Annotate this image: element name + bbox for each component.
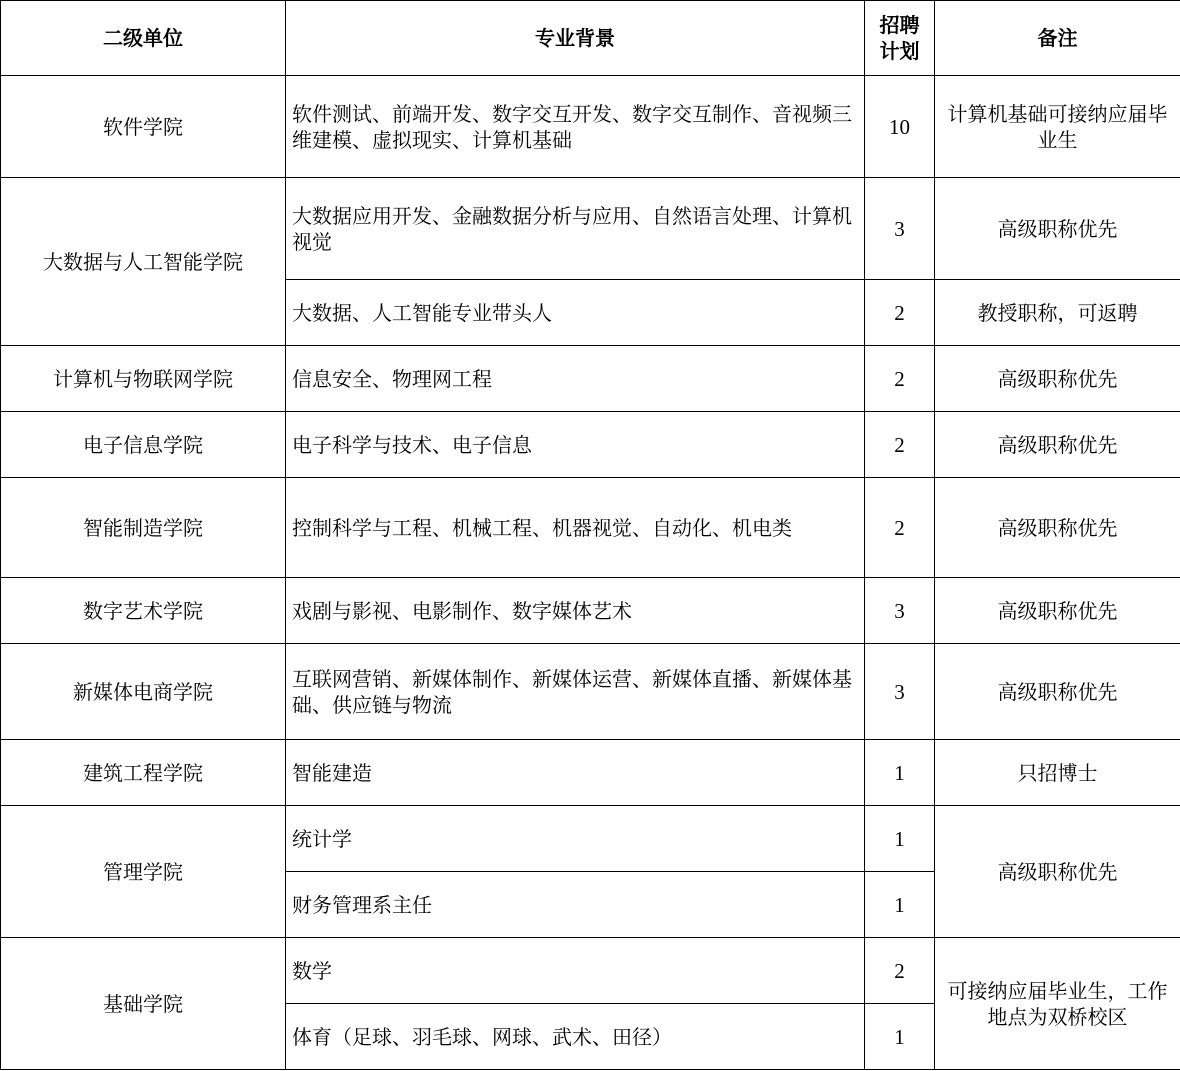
plan-cell: 1 [865,806,935,872]
unit-cell: 管理学院 [1,806,286,938]
header-unit: 二级单位 [1,1,286,76]
table-row [1,644,1180,740]
table-row [1,740,1180,806]
remark-cell: 高级职称优先 [935,412,1180,478]
remark-cell: 只招博士 [935,740,1180,806]
table-row [1,346,1180,412]
remark-cell: 教授职称，可返聘 [935,280,1180,346]
unit-cell: 新媒体电商学院 [1,644,286,740]
table-row [1,178,1180,280]
plan-cell: 10 [865,76,935,178]
unit-cell: 数字艺术学院 [1,578,286,644]
major-cell: 财务管理系主任 [286,872,865,938]
remark-cell: 计算机基础可接纳应届毕业生 [935,76,1180,178]
table-row [1,76,1180,178]
plan-cell: 2 [865,412,935,478]
unit-cell: 建筑工程学院 [1,740,286,806]
unit-cell: 基础学院 [1,938,286,1070]
plan-cell: 2 [865,346,935,412]
major-cell: 智能建造 [286,740,865,806]
remark-cell: 高级职称优先 [935,578,1180,644]
plan-cell: 1 [865,740,935,806]
plan-cell: 3 [865,644,935,740]
major-cell: 大数据应用开发、金融数据分析与应用、自然语言处理、计算机视觉 [286,178,865,280]
major-cell: 互联网营销、新媒体制作、新媒体运营、新媒体直播、新媒体基础、供应链与物流 [286,644,865,740]
header-major: 专业背景 [286,1,865,76]
header-plan: 招聘计划 [865,1,935,76]
table-row [1,806,1180,872]
major-cell: 统计学 [286,806,865,872]
major-cell: 软件测试、前端开发、数字交互开发、数字交互制作、音视频三维建模、虚拟现实、计算机基础 [286,76,865,178]
plan-cell: 1 [865,1004,935,1070]
major-cell: 戏剧与影视、电影制作、数字媒体艺术 [286,578,865,644]
remark-cell: 高级职称优先 [935,644,1180,740]
table-row [1,938,1180,1004]
unit-cell: 计算机与物联网学院 [1,346,286,412]
plan-cell: 2 [865,938,935,1004]
plan-cell: 3 [865,178,935,280]
major-cell: 信息安全、物理网工程 [286,346,865,412]
major-cell: 体育（足球、羽毛球、网球、武术、田径） [286,1004,865,1070]
unit-cell: 软件学院 [1,76,286,178]
major-cell: 电子科学与技术、电子信息 [286,412,865,478]
unit-cell: 大数据与人工智能学院 [1,178,286,346]
header-row [1,1,1180,76]
unit-cell: 智能制造学院 [1,478,286,578]
table-row [1,578,1180,644]
table-row [1,412,1180,478]
remark-cell: 高级职称优先 [935,346,1180,412]
plan-cell: 3 [865,578,935,644]
plan-cell: 1 [865,872,935,938]
header-remark: 备注 [935,1,1180,76]
plan-cell: 2 [865,280,935,346]
remark-cell: 可接纳应届毕业生，工作地点为双桥校区 [935,938,1180,1070]
remark-cell: 高级职称优先 [935,178,1180,280]
remark-cell: 高级职称优先 [935,478,1180,578]
major-cell: 数学 [286,938,865,1004]
table-row [1,478,1180,578]
plan-cell: 2 [865,478,935,578]
major-cell: 大数据、人工智能专业带头人 [286,280,865,346]
major-cell: 控制科学与工程、机械工程、机器视觉、自动化、机电类 [286,478,865,578]
unit-cell: 电子信息学院 [1,412,286,478]
remark-cell: 高级职称优先 [935,806,1180,938]
